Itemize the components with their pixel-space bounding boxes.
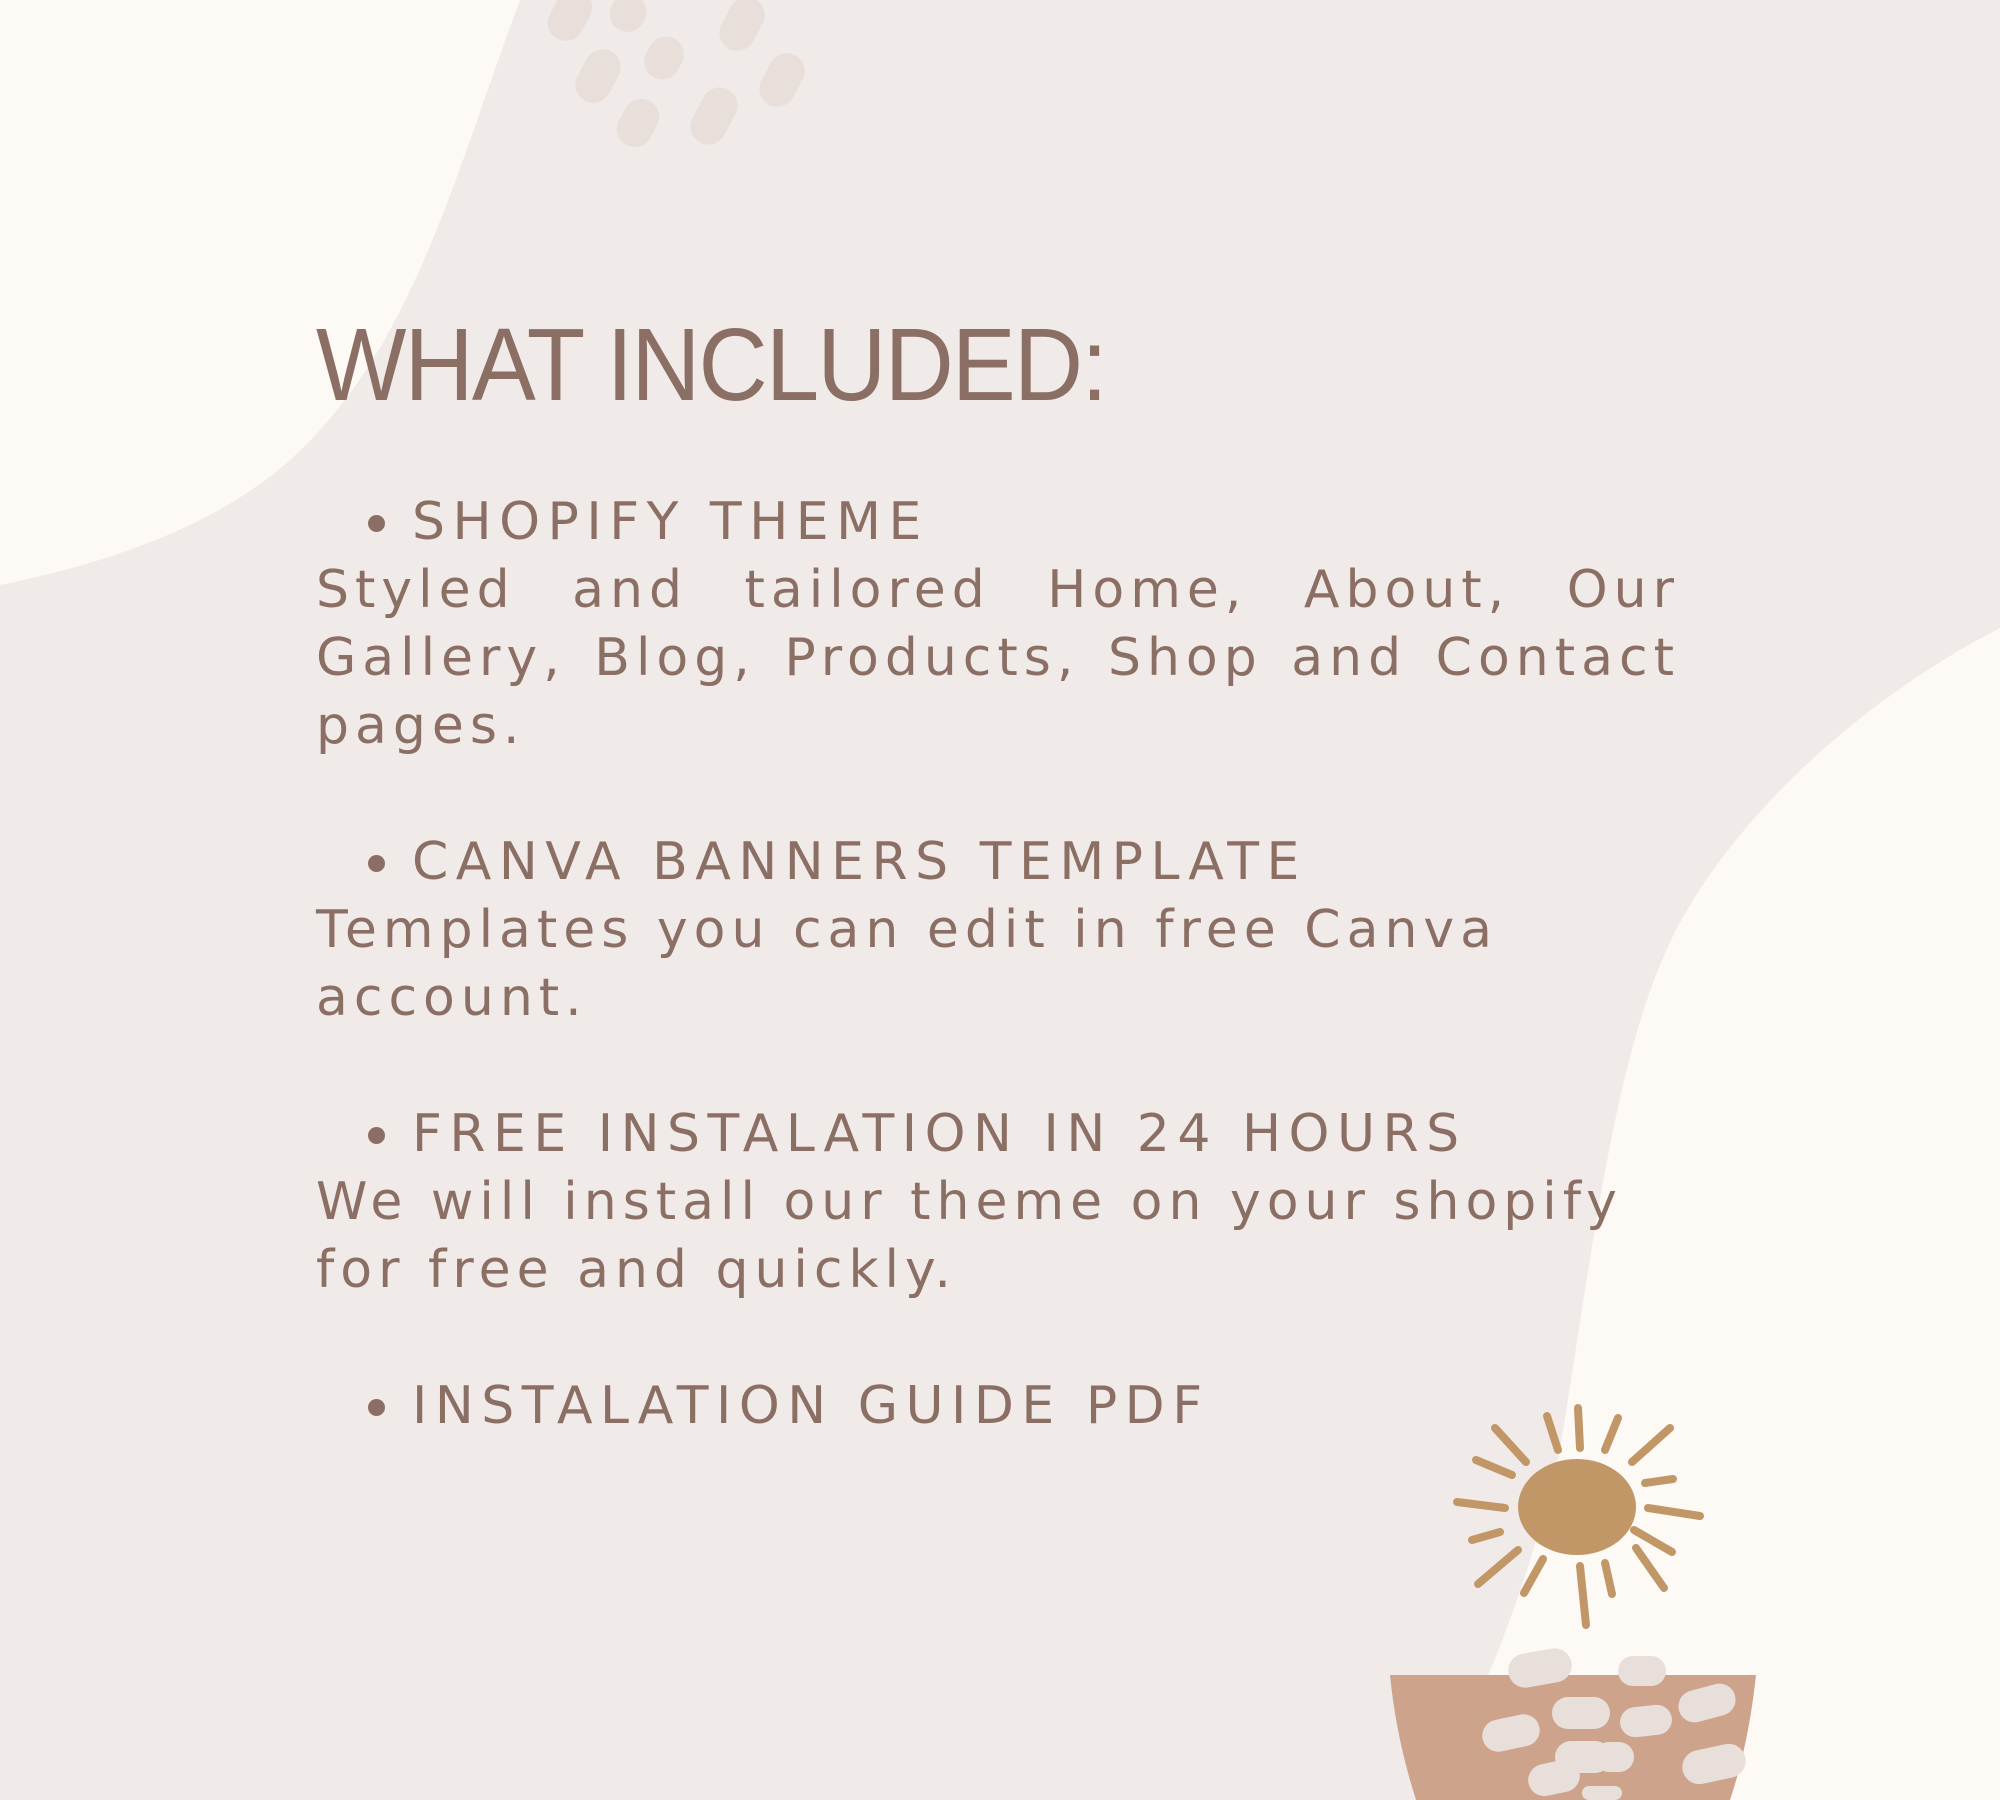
included-item-canva-banners — [316, 828, 1680, 1032]
bullet-icon — [368, 855, 385, 872]
bullet-heading — [316, 488, 1680, 556]
bullet-heading — [316, 828, 1680, 896]
item-heading: CANVA BANNERS TEMPLATE — [412, 832, 1307, 892]
included-item-shopify-theme — [316, 488, 1680, 760]
bullet-icon — [368, 1399, 385, 1416]
item-heading: FREE INSTALATION IN 24 HOURS — [412, 1104, 1467, 1164]
included-item-installation-guide — [316, 1372, 1680, 1440]
bullet-heading — [316, 1100, 1680, 1168]
item-heading: INSTALATION GUIDE PDF — [412, 1376, 1210, 1436]
item-description: Styled and tailored Home, About, Our Gallery, Blog, Products, Shop and Contact pages. — [316, 560, 1680, 756]
bullet-icon — [368, 515, 385, 532]
included-item-free-installation — [316, 1100, 1680, 1304]
item-description: Templates you can edit in free Canva account. — [316, 900, 1499, 1028]
bullet-heading — [316, 1372, 1680, 1440]
content — [316, 300, 1680, 1440]
item-description: We will install our theme on your shopify for free and quickly. — [316, 1172, 1623, 1300]
bullet-icon — [368, 1127, 385, 1144]
page-title: WHAT INCLUDED: — [316, 307, 1107, 422]
item-heading: SHOPIFY THEME — [412, 492, 929, 552]
